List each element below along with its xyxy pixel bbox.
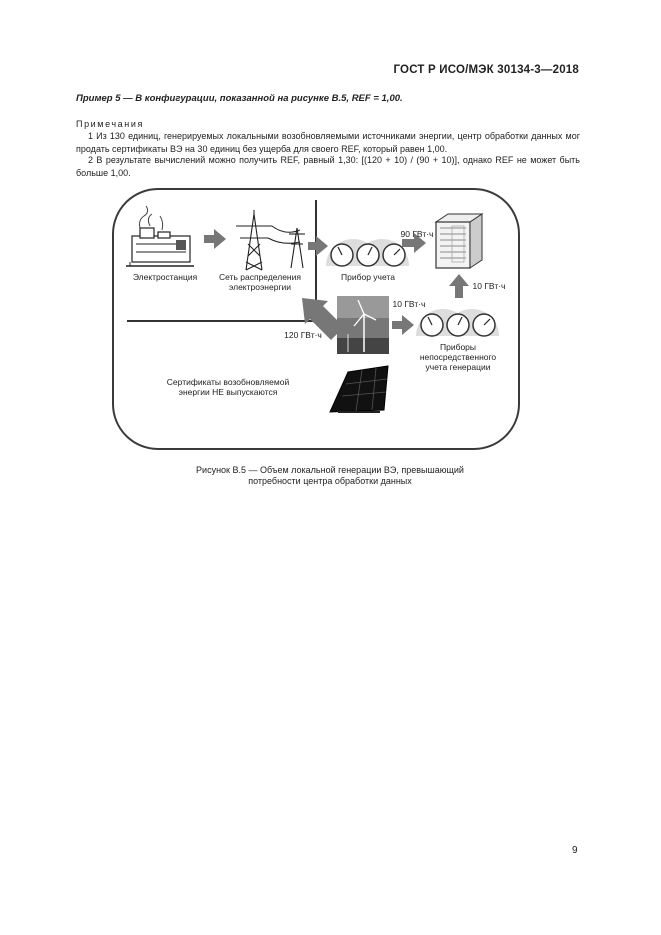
power-plant-icon	[126, 206, 194, 266]
label-grid-line2: электроэнергии	[228, 282, 292, 292]
figure-caption-line1: Рисунок В.5 — Объем локальной генерации ВЭ, превышающий	[196, 465, 464, 475]
label-certificates-line2: энергии НЕ выпускаются	[178, 387, 278, 397]
label-grid-line1: Сеть распределения	[219, 272, 301, 282]
label-meter: Прибор учета	[341, 272, 395, 282]
label-certificates	[148, 377, 308, 397]
meter-icon	[326, 239, 409, 266]
example-text: Пример 5 — В конфигурации, показанной на рисунке В.5, REF = 1,00.	[76, 93, 403, 104]
figure-caption	[140, 465, 520, 487]
server-cabinet-icon	[436, 214, 482, 268]
label-power-plant: Электростанция	[132, 272, 198, 282]
label-flow-to-grid: 120 ГВт·ч	[284, 330, 322, 340]
label-flow-to-datacenter: 90 ГВт·ч	[400, 229, 434, 239]
page-number: 9	[572, 845, 578, 856]
arrow-plant-to-grid	[204, 229, 226, 249]
transmission-tower-icon	[236, 210, 305, 270]
notes-title: Примечания	[76, 119, 144, 129]
label-direct-meters-line3: учета генерации	[425, 362, 491, 372]
label-direct-meters-line2: непосредственного	[419, 352, 497, 362]
note-1: 1 Из 130 единиц, генерируемых локальными возобновляемыми источниками энергии, центр обработки данных мог продать сертификаты ВЭ на 30 единиц без ущерба для своего REF, который равен 1,00.	[76, 131, 580, 154]
label-direct-meters	[404, 342, 512, 372]
direct-meter-icon	[416, 309, 499, 336]
label-flow-from-generation-meter: 10 ГВт·ч	[472, 281, 506, 291]
arrow-grid-to-meter	[308, 236, 328, 256]
figure-caption-line2: потребности центра обработки данных	[248, 476, 412, 486]
solar-panel-icon	[330, 366, 388, 412]
label-certificates-line1: Сертификаты возобновляемой	[166, 377, 290, 387]
arrow-turbine-to-direct-meter	[392, 315, 414, 335]
wind-turbine-icon	[337, 296, 389, 354]
document-header: ГОСТ Р ИСО/МЭК 30134-3—2018	[393, 64, 579, 76]
label-grid	[210, 272, 310, 292]
label-flow-to-direct-meter: 10 ГВт·ч	[392, 299, 426, 309]
note-2: 2 В результате вычислений можно получить REF, равный 1,30: [(120 + 10) / (90 + 10)], однако REF не может быть больше 1,00.	[76, 155, 580, 178]
label-direct-meters-line1: Приборы	[439, 342, 477, 352]
